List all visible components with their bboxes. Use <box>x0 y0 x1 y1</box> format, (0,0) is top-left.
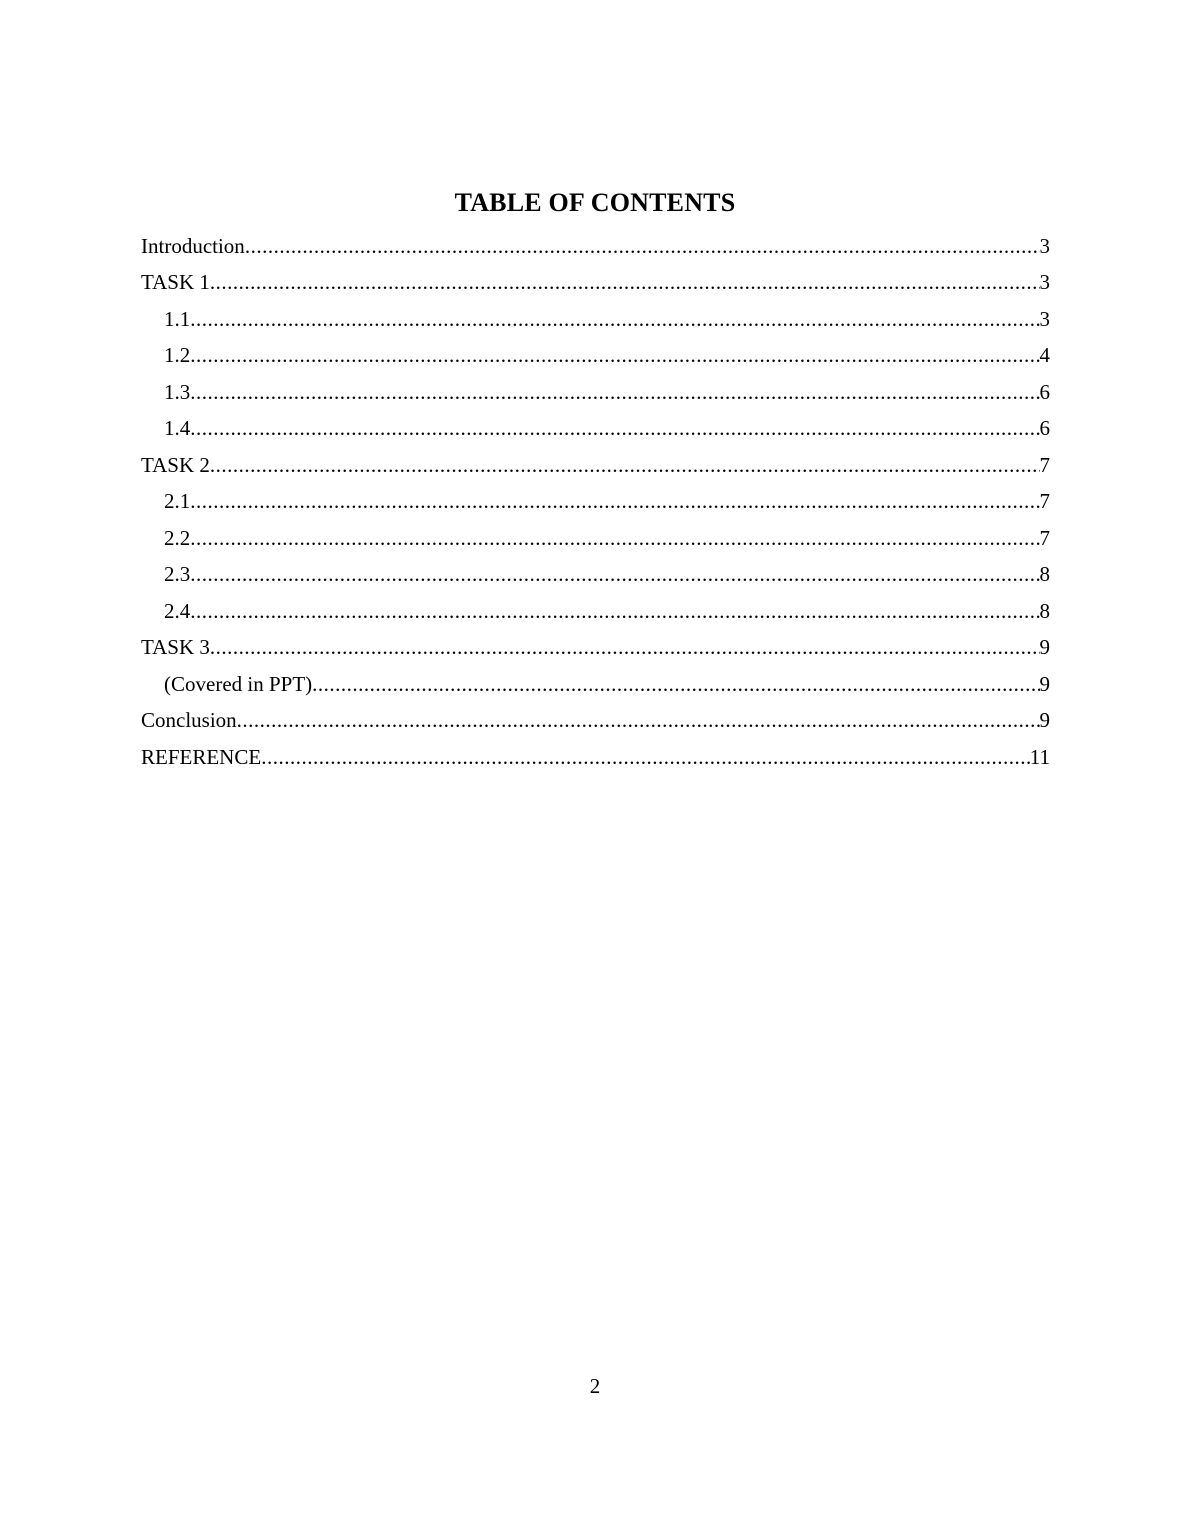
toc-dot-leader <box>190 525 1039 551</box>
toc-dot-leader <box>190 561 1039 587</box>
toc-entry-label: Conclusion <box>141 708 237 732</box>
toc-entry-page: 9 <box>1039 635 1050 659</box>
toc-entry-2-1[interactable] <box>141 478 1050 515</box>
toc-entry-page: 7 <box>1039 525 1050 550</box>
toc-entry-label: TASK 2 <box>141 452 210 477</box>
toc-entry-page: 6 <box>1039 379 1050 404</box>
toc-dot-leader <box>210 452 1040 478</box>
toc-dot-leader <box>190 598 1039 624</box>
toc-entry-label: 1.3 <box>164 379 191 404</box>
toc-entry-task-2[interactable] <box>141 441 1050 478</box>
toc-entry-page: 11 <box>1029 744 1050 769</box>
toc-dot-leader <box>210 634 1040 660</box>
toc-entry-page: 8 <box>1039 598 1050 623</box>
toc-dot-leader <box>190 379 1039 405</box>
toc-entry-reference[interactable] <box>141 733 1050 770</box>
toc-entry-label: Introduction <box>141 233 245 258</box>
toc-entry-label: 1.4 <box>164 416 191 440</box>
toc-entry-page: 6 <box>1039 416 1050 440</box>
toc-entry-2-3[interactable] <box>141 551 1050 588</box>
toc-entry-label: (Covered in PPT) <box>164 671 313 696</box>
toc-entry-page: 4 <box>1039 343 1050 367</box>
toc-entry-1-2[interactable] <box>141 332 1050 369</box>
toc-entry-label: 1.2 <box>164 343 191 367</box>
toc-entry-2-4[interactable] <box>141 587 1050 624</box>
toc-entry-1-1[interactable] <box>141 295 1050 332</box>
toc-entry-page: 3 <box>1039 233 1050 258</box>
toc-entry-label: 1.1 <box>164 306 191 331</box>
toc-entry-covered-in-ppt[interactable] <box>141 660 1050 697</box>
toc-entry-label: 2.4 <box>164 598 191 623</box>
page-number: 2 <box>589 1374 601 1398</box>
toc-entry-page: 7 <box>1039 452 1050 477</box>
toc-entry-introduction[interactable] <box>141 222 1050 259</box>
toc-dot-leader <box>190 342 1039 368</box>
toc-entry-page: 7 <box>1039 489 1050 513</box>
toc-entry-label: 2.1 <box>164 489 191 513</box>
toc-entry-task-1[interactable] <box>141 259 1050 296</box>
toc-entry-conclusion[interactable] <box>141 697 1050 734</box>
toc-entry-task-3[interactable] <box>141 624 1050 661</box>
toc-entry-label: TASK 3 <box>141 635 210 659</box>
toc-title: TABLE OF CONTENTS <box>454 188 736 217</box>
toc-entry-label: 2.2 <box>164 525 191 550</box>
toc-entry-page: 9 <box>1039 708 1050 732</box>
toc-dot-leader <box>245 233 1040 259</box>
toc-dot-leader <box>210 269 1040 295</box>
toc-entry-page: 8 <box>1039 562 1050 586</box>
toc-dot-leader <box>190 306 1039 332</box>
toc-entry-1-4[interactable] <box>141 405 1050 442</box>
toc-dot-leader <box>237 707 1040 733</box>
toc-entry-label: TASK 1 <box>141 270 210 294</box>
toc-dot-leader <box>190 415 1039 441</box>
toc-entry-label: REFERENCE <box>141 744 262 769</box>
toc-entry-page: 3 <box>1039 306 1050 331</box>
toc-entry-page: 3 <box>1039 270 1050 294</box>
toc-entry-page: 9 <box>1039 671 1050 696</box>
toc-dot-leader <box>312 671 1039 697</box>
toc-dot-leader <box>190 488 1039 514</box>
toc-list <box>141 222 1050 770</box>
toc-entry-label: 2.3 <box>164 562 191 586</box>
toc-entry-2-2[interactable] <box>141 514 1050 551</box>
toc-dot-leader <box>261 744 1030 770</box>
toc-entry-1-3[interactable] <box>141 368 1050 405</box>
